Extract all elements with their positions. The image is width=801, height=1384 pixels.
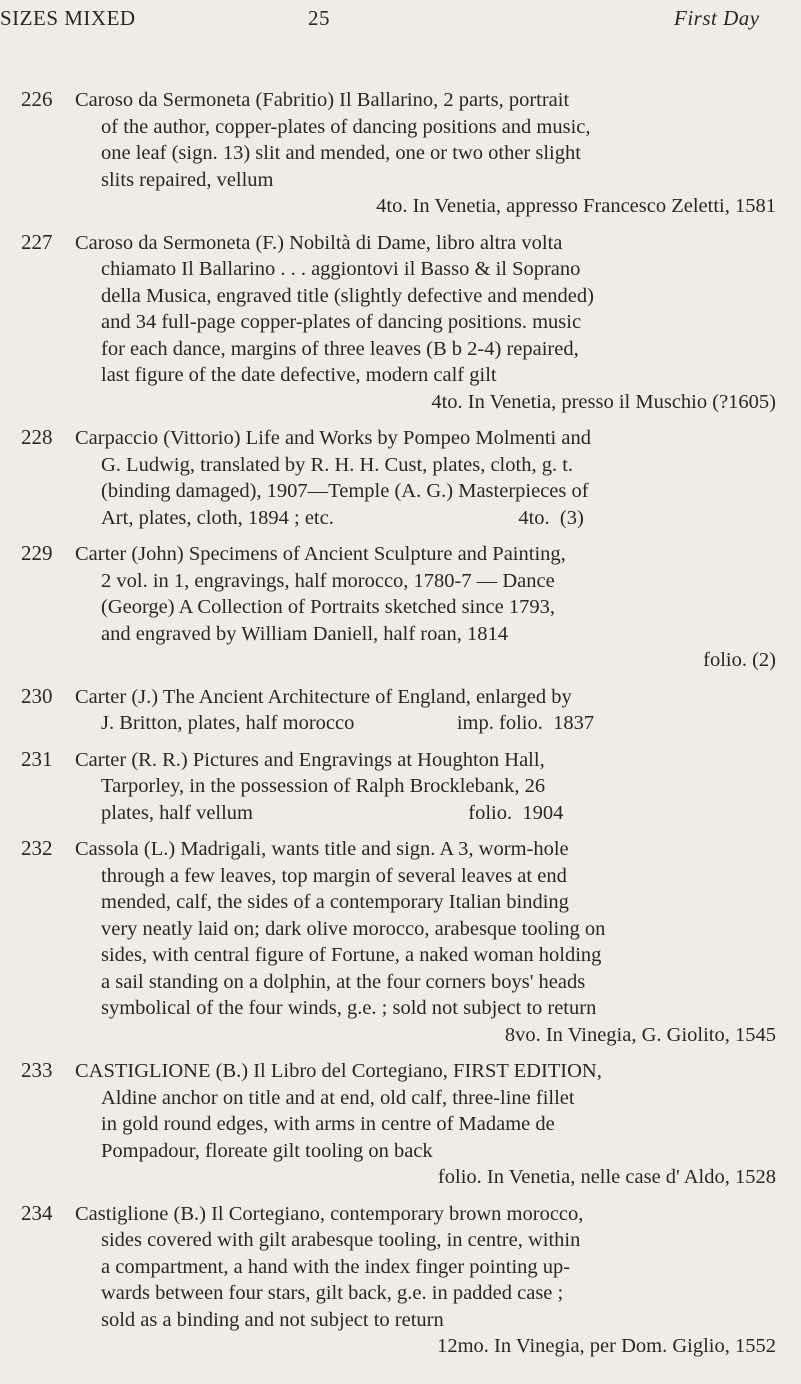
imprint-line: 12mo. In Vinegia, per Dom. Giglio, 1552	[437, 1335, 776, 1357]
description-line: mended, calf, the sides of a contemporary Italian binding	[101, 891, 569, 913]
catalogue-entry	[0, 1058, 801, 1191]
description-line: slits repaired, vellum	[101, 168, 274, 191]
lot-number: 232	[21, 836, 53, 860]
description-line: Caroso da Sermoneta (F.) Nobiltà di Dame, libro altra volta	[75, 231, 563, 254]
description-line: Tarporley, in the possession of Ralph Brocklebank, 26	[101, 775, 546, 797]
lot-number: 233	[21, 1058, 53, 1082]
description-line: a compartment, a hand with the index finger pointing up-	[101, 1255, 571, 1278]
description-line: for each dance, margins of three leaves (B b 2-4) repaired,	[101, 337, 579, 360]
lot-number: 230	[21, 683, 53, 708]
description-line: 2 vol. in 1, engravings, half morocco, 1780-7 — Dance	[101, 569, 555, 592]
description-line: chiamato Il Ballarino . . . aggiontovi il Basso & il Soprano	[101, 258, 581, 280]
description-line: of the author, copper-plates of dancing positions and music,	[101, 115, 591, 138]
description-line: plates, half vellum folio. 1904	[101, 801, 564, 824]
lot-number: 228	[21, 425, 53, 449]
imprint-line: 8vo. In Vinegia, G. Giolito, 1545	[504, 1023, 776, 1046]
catalogue-entry	[0, 1201, 801, 1360]
lot-number: 231	[21, 746, 53, 771]
page-number: 25	[308, 6, 330, 30]
description-line: Art, plates, cloth, 1894 ; etc. 4to. (3)	[101, 506, 584, 529]
lot-number: 229	[21, 541, 53, 565]
description-line: last figure of the date defective, modern calf gilt	[101, 364, 497, 386]
entry-description	[75, 836, 790, 1048]
description-line: symbolical of the four winds, g.e. ; sold not subject to return	[101, 997, 597, 1019]
description-line: a sail standing on a dolphin, at the four corners boys' heads	[101, 970, 586, 993]
imprint-line: 4to. In Venetia, appresso Francesco Zeletti, 1581	[376, 195, 776, 217]
description-line: very neatly laid on; dark olive morocco, arabesque tooling on	[101, 917, 606, 940]
description-line: and 34 full-page copper-plates of dancing positions. music	[101, 311, 582, 333]
entry-description	[75, 425, 790, 531]
imprint-line: folio. (2)	[703, 649, 776, 671]
description-line: sold as a binding and not subject to return	[101, 1308, 444, 1331]
catalogue-entry	[0, 541, 801, 674]
description-line: Carter (John) Specimens of Ancient Sculpture and Painting,	[75, 543, 566, 565]
description-line: Pompadour, floreate gilt tooling on back	[101, 1139, 433, 1162]
description-line: sides, with central figure of Fortune, a naked woman holding	[101, 944, 602, 966]
description-line: Caroso da Sermoneta (Fabritio) Il Ballarino, 2 parts, portrait	[75, 89, 570, 111]
imprint-line: 4to. In Venetia, presso il Muschio (?1605)	[431, 390, 776, 413]
entry-description	[75, 1058, 790, 1191]
catalogue-entries	[0, 87, 801, 1370]
description-line: Cassola (L.) Madrigali, wants title and sign. A 3, worm-hole	[75, 838, 569, 860]
description-line: sides covered with gilt arabesque tooling, in centre, within	[101, 1229, 581, 1251]
description-line: Carpaccio (Vittorio) Life and Works by Pompeo Molmenti and	[75, 427, 591, 449]
description-line: della Musica, engraved title (slightly defective and mended)	[101, 284, 594, 307]
entry-description	[75, 541, 790, 674]
entry-description	[75, 230, 790, 416]
description-line: Aldine anchor on title and at end, old calf, three-line fillet	[101, 1086, 575, 1109]
description-line: (George) A Collection of Portraits sketched since 1793,	[101, 596, 555, 618]
description-line: CASTIGLIONE (B.) Il Libro del Cortegiano, FIRST EDITION,	[75, 1060, 602, 1082]
lot-number: 234	[21, 1200, 53, 1225]
imprint-line: folio. In Venetia, nelle case d' Aldo, 1528	[437, 1166, 776, 1188]
entry-description	[75, 1201, 790, 1360]
catalogue-entry	[0, 684, 801, 737]
header-section-label: SIZES MIXED	[0, 6, 136, 30]
description-line: Carter (R. R.) Pictures and Engravings at Houghton Hall,	[75, 748, 545, 771]
description-line: G. Ludwig, translated by R. H. H. Cust, plates, cloth, g. t.	[101, 453, 574, 476]
catalogue-entry	[0, 836, 801, 1048]
catalogue-entry	[0, 747, 801, 827]
description-line: one leaf (sign. 13) slit and mended, one or two other slight	[101, 142, 581, 164]
page-header	[0, 6, 801, 36]
description-line: J. Britton, plates, half morocco imp. folio. 1837	[101, 712, 595, 734]
description-line: wards between four stars, gilt back, g.e. in padded case ;	[101, 1282, 564, 1304]
description-line: (binding damaged), 1907—Temple (A. G.) Masterpieces of	[101, 480, 589, 502]
entry-description	[75, 747, 790, 827]
entry-description	[75, 684, 790, 737]
description-line: Castiglione (B.) Il Cortegiano, contemporary brown morocco,	[75, 1202, 584, 1225]
header-day-label: First Day	[674, 6, 760, 30]
catalogue-entry	[0, 425, 801, 531]
lot-number: 226	[21, 87, 53, 111]
description-line: and engraved by William Daniell, half roan, 1814	[101, 622, 508, 645]
catalogue-entry	[0, 230, 801, 416]
entry-description	[75, 87, 790, 220]
description-line: through a few leaves, top margin of several leaves at end	[101, 864, 567, 887]
catalogue-entry	[0, 87, 801, 220]
description-line: in gold round edges, with arms in centre of Madame de	[101, 1113, 555, 1135]
lot-number: 227	[21, 229, 53, 254]
description-line: Carter (J.) The Ancient Architecture of England, enlarged by	[75, 685, 572, 708]
